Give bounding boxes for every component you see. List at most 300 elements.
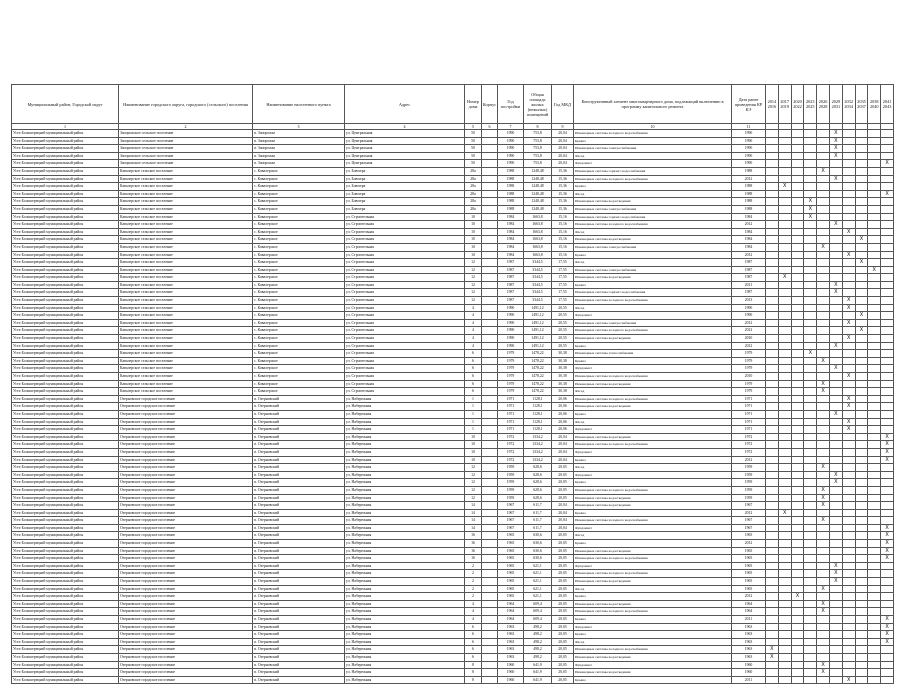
- header-period: 2035 2037: [855, 85, 868, 124]
- period-cell: [842, 380, 855, 388]
- period-cell: [855, 562, 868, 570]
- cell-mkd: 20,05: [552, 464, 574, 472]
- period-cell: [829, 532, 842, 540]
- period-cell: [804, 251, 817, 259]
- cell-house-no: 6: [465, 365, 482, 373]
- cell-settlement: Кавалерское сельское поселение: [119, 228, 253, 236]
- period-cell: [791, 145, 804, 153]
- cell-settlement: Запорожское сельское поселение: [119, 152, 253, 160]
- period-cell: [778, 335, 791, 343]
- cell-element: Крыша: [574, 357, 732, 365]
- cell-year: 1990: [498, 152, 524, 160]
- period-cell: [817, 198, 830, 206]
- period-cell: [881, 570, 894, 578]
- period-mark: X: [817, 600, 830, 608]
- cell-date: 1984: [732, 213, 766, 221]
- column-number: 3: [253, 124, 345, 130]
- cell-mkd: 20,55: [552, 312, 574, 320]
- column-number: 10: [574, 124, 732, 130]
- cell-date: 1963: [732, 646, 766, 654]
- cell-mkd: 20,05: [552, 600, 574, 608]
- cell-date: 2010: [732, 373, 766, 381]
- period-cell: [829, 403, 842, 411]
- cell-area: 609,4: [524, 608, 552, 616]
- cell-locality: п. Озерновский: [253, 471, 345, 479]
- cell-settlement: Озерновское городское поселение: [119, 509, 253, 517]
- period-cell: [766, 661, 779, 669]
- period-cell: [778, 562, 791, 570]
- period-cell: [881, 274, 894, 282]
- period-cell: [842, 221, 855, 229]
- period-cell: [791, 410, 804, 418]
- table-row: [12, 600, 894, 608]
- cell-locality: п. Запорожье: [253, 152, 345, 160]
- cell-element: Фундамент: [574, 448, 732, 456]
- cell-element: Крыша: [574, 183, 732, 191]
- cell-area: 498,2: [524, 623, 552, 631]
- table-row: [12, 205, 894, 213]
- period-cell: [881, 319, 894, 327]
- period-mark: X: [829, 570, 842, 578]
- period-cell: [791, 555, 804, 563]
- period-cell: [817, 456, 830, 464]
- cell-element: Инженерные системы холодного водоснабжения: [574, 555, 732, 563]
- period-cell: [804, 388, 817, 396]
- cell-settlement: Озерновское городское поселение: [119, 418, 253, 426]
- cell-building: [482, 335, 498, 343]
- period-mark: X: [829, 152, 842, 160]
- period-cell: [817, 205, 830, 213]
- cell-element: Инженерные системы холодного водоснабжения: [574, 395, 732, 403]
- cell-mkd: 20,55: [552, 319, 574, 327]
- cell-settlement: Озерновское городское поселение: [119, 661, 253, 669]
- cell-address: ул. Набережная: [345, 547, 465, 555]
- period-cell: [829, 631, 842, 639]
- cell-settlement: Озерновское городское поселение: [119, 403, 253, 411]
- period-mark: X: [778, 274, 791, 282]
- period-cell: [855, 403, 868, 411]
- cell-year: 1987: [498, 289, 524, 297]
- period-cell: [868, 646, 881, 654]
- period-cell: [791, 676, 804, 684]
- period-cell: [829, 274, 842, 282]
- table-row: [12, 152, 894, 160]
- header-period: 2026 2028: [817, 85, 830, 124]
- cell-date: 2012: [732, 175, 766, 183]
- period-cell: [868, 388, 881, 396]
- cell-date: 1964: [732, 608, 766, 616]
- cell-element: Крыша: [574, 540, 732, 548]
- cell-date: 2012: [732, 319, 766, 327]
- table-row: [12, 281, 894, 289]
- cell-mkd: 17,55: [552, 297, 574, 305]
- cell-locality: п. Озерновский: [253, 585, 345, 593]
- period-cell: [817, 373, 830, 381]
- cell-date: 1987: [732, 259, 766, 267]
- cell-mkd: 20,55: [552, 304, 574, 312]
- cell-element: Фасад: [574, 464, 732, 472]
- cell-element: Фундамент: [574, 312, 732, 320]
- period-cell: [778, 251, 791, 259]
- period-cell: [842, 608, 855, 616]
- period-cell: [855, 160, 868, 168]
- cell-year: 1964: [498, 608, 524, 616]
- period-cell: [791, 426, 804, 434]
- cell-year: 1965: [498, 562, 524, 570]
- cell-mkd: 20,04: [552, 441, 574, 449]
- cell-locality: п. Озерновский: [253, 494, 345, 502]
- cell-mkd: 30,38: [552, 380, 574, 388]
- cell-address: ул. Набережная: [345, 448, 465, 456]
- cell-year: 1990: [498, 137, 524, 145]
- period-cell: [778, 638, 791, 646]
- period-cell: [766, 532, 779, 540]
- period-cell: [817, 251, 830, 259]
- period-cell: [791, 342, 804, 350]
- cell-municipality: Усть-Большерецкий муниципальный район: [12, 160, 119, 168]
- period-cell: [766, 562, 779, 570]
- cell-settlement: Озерновское городское поселение: [119, 448, 253, 456]
- period-cell: [855, 213, 868, 221]
- cell-municipality: Усть-Большерецкий муниципальный район: [12, 653, 119, 661]
- cell-address: ул. Строительная: [345, 388, 465, 396]
- period-cell: [829, 623, 842, 631]
- cell-settlement: Озерновское городское поселение: [119, 676, 253, 684]
- cell-element: Инженерные системы холодного водоснабжения: [574, 441, 732, 449]
- period-cell: [791, 486, 804, 494]
- period-cell: [778, 600, 791, 608]
- table-row: [12, 676, 894, 684]
- cell-house-no: 16: [465, 532, 482, 540]
- period-cell: [881, 395, 894, 403]
- period-cell: [829, 266, 842, 274]
- cell-area: 1248,48: [524, 198, 552, 206]
- cell-date: 1979: [732, 350, 766, 358]
- cell-locality: п. Запорожье: [253, 145, 345, 153]
- period-cell: [817, 426, 830, 434]
- period-cell: [855, 555, 868, 563]
- cell-area: 1663,8: [524, 251, 552, 259]
- period-cell: [817, 259, 830, 267]
- cell-address: ул. Строительная: [345, 373, 465, 381]
- period-cell: [881, 167, 894, 175]
- period-cell: [868, 570, 881, 578]
- cell-address: ул. Набережная: [345, 631, 465, 639]
- table-row: [12, 426, 894, 434]
- period-cell: [817, 183, 830, 191]
- period-cell: [855, 183, 868, 191]
- cell-locality: п. Озерновский: [253, 570, 345, 578]
- period-cell: [791, 540, 804, 548]
- cell-area: 1491,12: [524, 327, 552, 335]
- period-cell: [881, 236, 894, 244]
- cell-settlement: Озерновское городское поселение: [119, 653, 253, 661]
- cell-mkd: 20,04: [552, 509, 574, 517]
- cell-locality: п. Озерновский: [253, 646, 345, 654]
- table-header-row: [12, 85, 894, 124]
- table-row: [12, 653, 894, 661]
- period-cell: [829, 456, 842, 464]
- cell-house-no: 6: [465, 638, 482, 646]
- period-cell: [791, 297, 804, 305]
- period-cell: [842, 448, 855, 456]
- period-cell: [881, 578, 894, 586]
- cell-house-no: 12: [465, 259, 482, 267]
- cell-date: 1988: [732, 205, 766, 213]
- period-cell: [817, 524, 830, 532]
- cell-house-no: 16: [465, 547, 482, 555]
- cell-locality: п. Озерновский: [253, 616, 345, 624]
- period-cell: [778, 585, 791, 593]
- header-address: Адрес: [345, 85, 465, 124]
- cell-locality: с. Кавалерское: [253, 373, 345, 381]
- cell-area: 630,6: [524, 540, 552, 548]
- cell-building: [482, 175, 498, 183]
- period-cell: [842, 236, 855, 244]
- cell-locality: п. Озерновский: [253, 479, 345, 487]
- cell-mkd: 20,04: [552, 145, 574, 153]
- period-cell: [881, 350, 894, 358]
- cell-municipality: Усть-Большерецкий муниципальный район: [12, 327, 119, 335]
- cell-element: Фасад: [574, 532, 732, 540]
- period-cell: [804, 319, 817, 327]
- cell-area: 1248,48: [524, 175, 552, 183]
- cell-mkd: 20,05: [552, 555, 574, 563]
- cell-settlement: Озерновское городское поселение: [119, 471, 253, 479]
- period-cell: [868, 608, 881, 616]
- period-cell: [855, 418, 868, 426]
- period-cell: [804, 289, 817, 297]
- period-cell: [868, 289, 881, 297]
- cell-house-no: 10: [465, 228, 482, 236]
- period-cell: [766, 441, 779, 449]
- period-cell: [778, 524, 791, 532]
- cell-mkd: 20,05: [552, 631, 574, 639]
- cell-year: 1987: [498, 297, 524, 305]
- cell-settlement: Озерновское городское поселение: [119, 426, 253, 434]
- period-cell: [766, 312, 779, 320]
- cell-mkd: 20,55: [552, 327, 574, 335]
- period-cell: [817, 646, 830, 654]
- table-row: [12, 456, 894, 464]
- period-cell: [855, 448, 868, 456]
- cell-settlement: Кавалерское сельское поселение: [119, 281, 253, 289]
- cell-address: ул. Строительная: [345, 289, 465, 297]
- cell-building: [482, 517, 498, 525]
- cell-address: ул. Блюхера: [345, 175, 465, 183]
- cell-municipality: Усть-Большерецкий муниципальный район: [12, 395, 119, 403]
- capital-repair-table: [11, 84, 893, 684]
- cell-municipality: Усть-Большерецкий муниципальный район: [12, 145, 119, 153]
- period-cell: [855, 502, 868, 510]
- cell-building: [482, 570, 498, 578]
- period-cell: [881, 608, 894, 616]
- cell-settlement: Озерновское городское поселение: [119, 646, 253, 654]
- table-row: [12, 547, 894, 555]
- cell-mkd: 20,05: [552, 616, 574, 624]
- cell-date: 1990: [732, 312, 766, 320]
- cell-area: 1128,1: [524, 418, 552, 426]
- period-cell: [804, 335, 817, 343]
- cell-element: Инженерные системы водоотведения: [574, 403, 732, 411]
- cell-locality: п. Озерновский: [253, 661, 345, 669]
- period-cell: [778, 676, 791, 684]
- period-cell: [829, 486, 842, 494]
- period-cell: [804, 547, 817, 555]
- cell-address: ул. Набережная: [345, 395, 465, 403]
- period-cell: [881, 213, 894, 221]
- cell-address: ул. Набережная: [345, 426, 465, 434]
- period-cell: [766, 486, 779, 494]
- cell-house-no: 6: [465, 373, 482, 381]
- cell-element: Инженерные системы водоотведения: [574, 653, 732, 661]
- table-row: [12, 327, 894, 335]
- period-cell: [778, 669, 791, 677]
- period-cell: [804, 190, 817, 198]
- cell-date: 1971: [732, 395, 766, 403]
- period-cell: [855, 616, 868, 624]
- cell-year: 1960: [498, 676, 524, 684]
- cell-municipality: Усть-Большерецкий муниципальный район: [12, 350, 119, 358]
- cell-area: 611,7: [524, 502, 552, 510]
- table-row: [12, 228, 894, 236]
- period-cell: [804, 167, 817, 175]
- period-cell: [855, 304, 868, 312]
- period-cell: [868, 175, 881, 183]
- cell-mkd: 20,05: [552, 676, 574, 684]
- period-cell: [842, 517, 855, 525]
- cell-house-no: 6: [465, 380, 482, 388]
- cell-locality: п. Озерновский: [253, 456, 345, 464]
- cell-building: [482, 145, 498, 153]
- cell-year: 1984: [498, 251, 524, 259]
- cell-date: 2012: [732, 456, 766, 464]
- period-cell: [817, 638, 830, 646]
- period-cell: [868, 281, 881, 289]
- period-mark: X: [842, 395, 855, 403]
- cell-building: [482, 631, 498, 639]
- cell-house-no: 6: [465, 623, 482, 631]
- cell-date: 1979: [732, 365, 766, 373]
- period-cell: [791, 167, 804, 175]
- period-cell: [804, 509, 817, 517]
- cell-area: 641,9: [524, 661, 552, 669]
- period-cell: [804, 418, 817, 426]
- period-cell: [791, 130, 804, 138]
- cell-municipality: Усть-Большерецкий муниципальный район: [12, 570, 119, 578]
- cell-address: ул. Набережная: [345, 646, 465, 654]
- header-period: 2014 2016: [766, 85, 779, 124]
- period-cell: [829, 380, 842, 388]
- cell-municipality: Усть-Большерецкий муниципальный район: [12, 646, 119, 654]
- cell-building: [482, 266, 498, 274]
- period-cell: [881, 365, 894, 373]
- cell-date: 2012: [732, 327, 766, 335]
- header-period: 2023 2025: [804, 85, 817, 124]
- cell-area: 1663,8: [524, 236, 552, 244]
- period-cell: [881, 335, 894, 343]
- period-cell: [855, 669, 868, 677]
- period-cell: [829, 160, 842, 168]
- period-cell: [766, 304, 779, 312]
- cell-year: 1963: [498, 638, 524, 646]
- cell-address: ул. Набережная: [345, 593, 465, 601]
- cell-address: ул. Набережная: [345, 486, 465, 494]
- cell-area: 1334,2: [524, 448, 552, 456]
- cell-building: [482, 304, 498, 312]
- cell-house-no: 50: [465, 137, 482, 145]
- cell-date: 1965: [732, 570, 766, 578]
- cell-locality: п. Озерновский: [253, 426, 345, 434]
- cell-area: 3344,5: [524, 266, 552, 274]
- period-cell: [842, 289, 855, 297]
- period-cell: [855, 243, 868, 251]
- cell-element: Крыша: [574, 251, 732, 259]
- table-row: [12, 509, 894, 517]
- table-row: [12, 243, 894, 251]
- period-cell: [804, 502, 817, 510]
- cell-element: Крыша: [574, 137, 732, 145]
- cell-municipality: Усть-Большерецкий муниципальный район: [12, 236, 119, 244]
- cell-date: 1988: [732, 183, 766, 191]
- period-cell: [868, 578, 881, 586]
- period-cell: [766, 388, 779, 396]
- table-row: [12, 517, 894, 525]
- cell-address: ул. Строительная: [345, 327, 465, 335]
- cell-area: 1478,22: [524, 373, 552, 381]
- header-building: Корпус: [482, 85, 498, 124]
- cell-date: 1965: [732, 585, 766, 593]
- period-cell: [804, 130, 817, 138]
- period-cell: [766, 213, 779, 221]
- period-cell: [881, 373, 894, 381]
- period-cell: [804, 304, 817, 312]
- period-cell: [855, 676, 868, 684]
- cell-date: 2012: [732, 342, 766, 350]
- period-cell: [829, 312, 842, 320]
- period-cell: [804, 562, 817, 570]
- period-cell: [842, 433, 855, 441]
- period-cell: [817, 578, 830, 586]
- period-mark: X: [829, 221, 842, 229]
- period-cell: [829, 494, 842, 502]
- cell-locality: с. Кавалерское: [253, 243, 345, 251]
- cell-year: 1972: [498, 433, 524, 441]
- cell-building: [482, 281, 498, 289]
- period-cell: [778, 388, 791, 396]
- cell-municipality: Усть-Большерецкий муниципальный район: [12, 403, 119, 411]
- period-cell: [855, 137, 868, 145]
- cell-address: ул. Блюхера: [345, 183, 465, 191]
- period-cell: [791, 600, 804, 608]
- period-mark: X: [817, 669, 830, 677]
- cell-element: Фундамент: [574, 661, 732, 669]
- cell-area: 1478,22: [524, 357, 552, 365]
- period-cell: [817, 410, 830, 418]
- period-mark: X: [829, 578, 842, 586]
- cell-mkd: 20,04: [552, 152, 574, 160]
- period-cell: [817, 631, 830, 639]
- period-cell: [817, 319, 830, 327]
- cell-locality: с. Кавалерское: [253, 266, 345, 274]
- header-house-no: Номер дома: [465, 85, 482, 124]
- period-cell: [855, 130, 868, 138]
- period-cell: [804, 456, 817, 464]
- cell-address: ул. Набережная: [345, 661, 465, 669]
- cell-building: [482, 183, 498, 191]
- cell-locality: п. Озерновский: [253, 532, 345, 540]
- period-cell: [881, 486, 894, 494]
